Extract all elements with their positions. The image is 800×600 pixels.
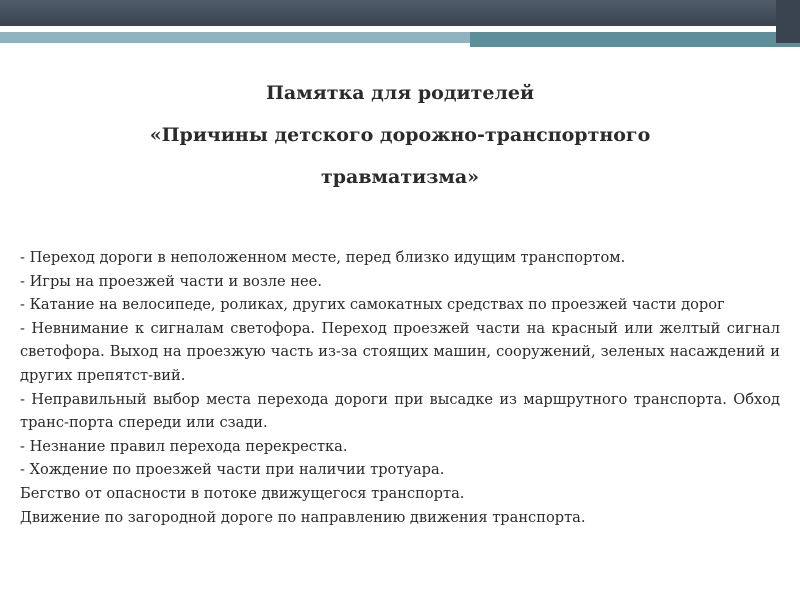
reason-item-2: - Игры на проезжей части и возле нее. — [20, 272, 322, 290]
title-line-3: травматизма» — [320, 166, 480, 188]
page-title — [0, 72, 800, 198]
reason-item-4: - Невнимание к сигналам светофора. Переход проезжей части на красный или желтый сигнал светофора. Выход на проезжую часть из-за стоящих машин, сооружений, зеленых насаждений и других препятст-вий. — [20, 319, 780, 384]
reason-item-1: - Переход дороги в неположенном месте, перед близко идущим транспортом. — [20, 249, 626, 266]
header-accent-notch — [470, 40, 800, 47]
reasons-list — [20, 246, 780, 529]
reason-item-5: - Неправильный выбор места перехода дороги при высадке из маршрутного транспорта. Обход транс-порта спереди или сзади. — [20, 390, 780, 432]
reason-item-9: Движение по загородной дороге по направлению движения транспорта. — [20, 508, 586, 526]
top-header-bar — [0, 0, 800, 26]
reason-item-3: - Катание на велосипеде, роликах, других самокатных средствах по проезжей части дорог — [20, 296, 725, 314]
header-corner — [776, 0, 800, 43]
title-line-1: Памятка для родителей — [265, 82, 535, 104]
title-line-2: «Причины детского дорожно-транспортного — [149, 124, 651, 146]
reason-item-7: - Хождение по проезжей части при наличии тротуара. — [20, 461, 445, 479]
reason-item-6: - Незнание правил перехода перекрестка. — [20, 437, 348, 455]
reason-item-8: Бегство от опасности в потоке движущегося транспорта. — [20, 484, 465, 502]
